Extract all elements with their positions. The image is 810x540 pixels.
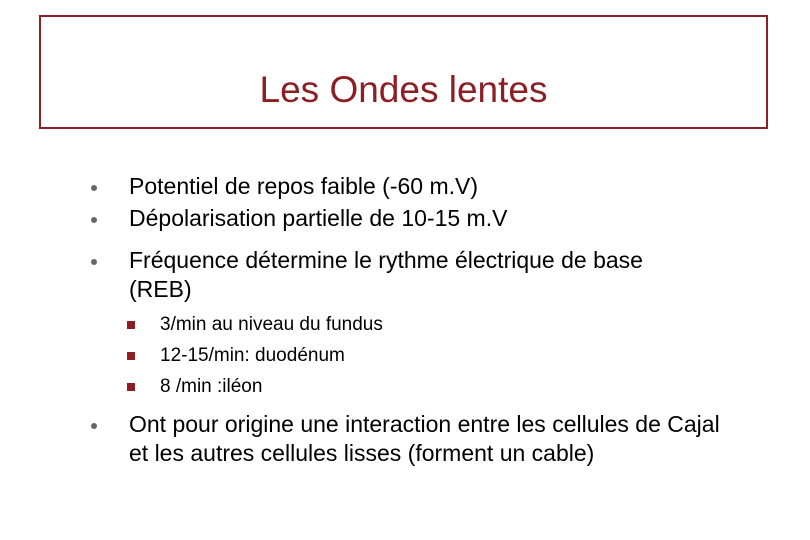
bullet-item: Dépolarisation partielle de 10-15 m.V [129,205,508,231]
slide-title: Les Ondes lentes [259,69,548,110]
bullet-item: Potentiel de repos faible (-60 m.V) [129,173,479,199]
bullet-dot [91,217,97,223]
sub-bullet-item: 8 /min :iléon [160,376,263,397]
sub-bullet-square [127,321,135,329]
bullet-dot [91,423,97,429]
sub-bullet-square [127,383,135,391]
bullet-item: Fréquence détermine le rythme électrique de base (REB) [129,247,643,302]
bullet-item: Ont pour origine une interaction entre les cellules de Cajal et les autres cellules lisses (forment un cable) [129,411,720,466]
sub-bullet-item: 3/min au niveau du fundus [160,314,383,335]
bullet-dot [91,185,97,191]
bullet-dot [91,259,97,265]
sub-bullet-item: 12-15/min: duodénum [160,345,345,366]
title-box [39,15,768,129]
sub-bullet-square [127,352,135,360]
